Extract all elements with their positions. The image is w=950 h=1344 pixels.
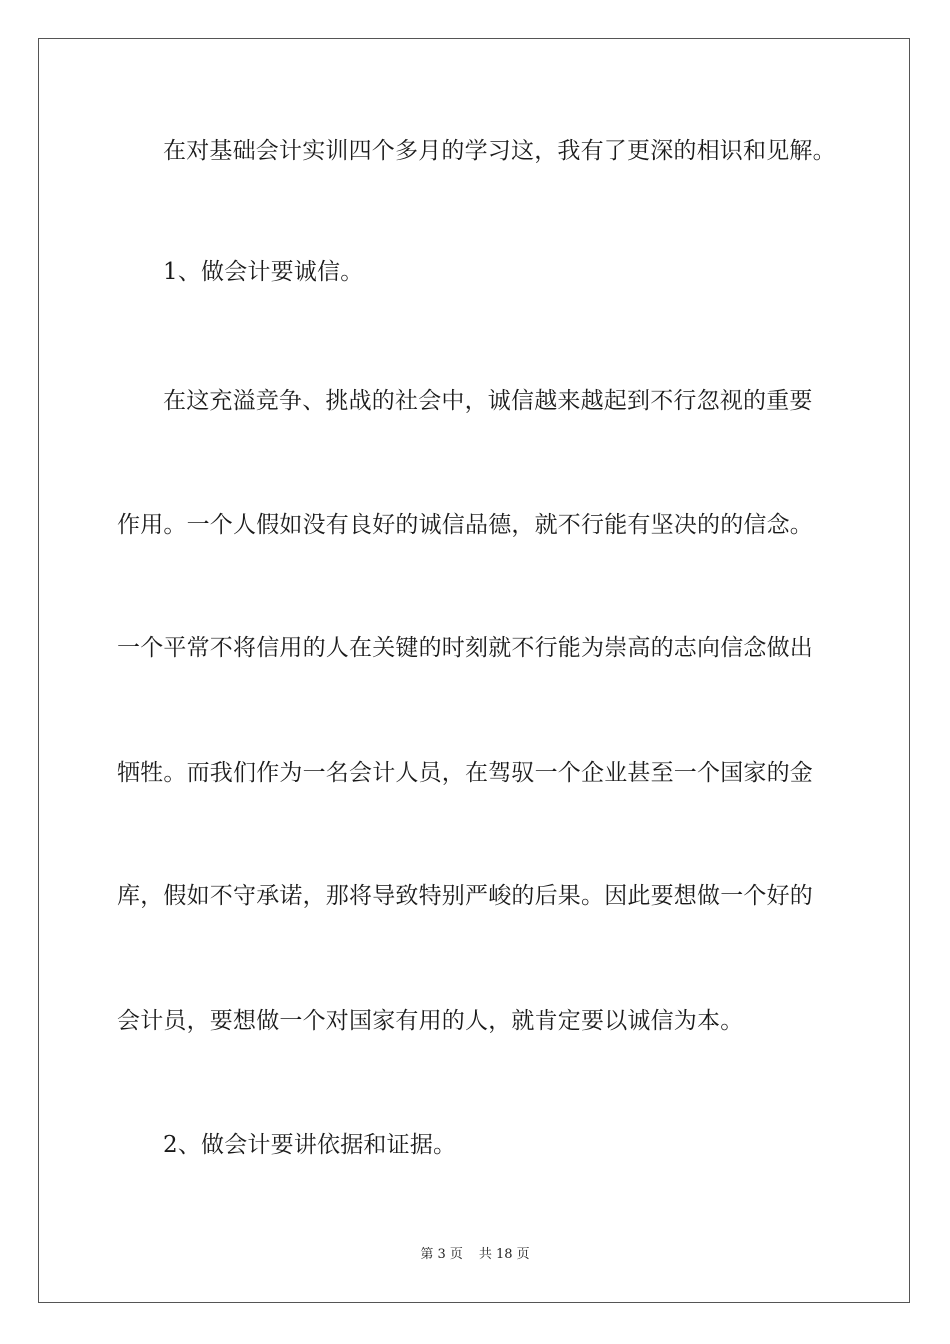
paragraph-line: 在这充溢竞争、挑战的社会中，诚信越来越起到不行忽视的重要: [163, 388, 813, 414]
paragraph-line: 库，假如不守承诺，那将导致特别严峻的后果。因此要想做一个好的: [117, 883, 813, 909]
section-heading-1: 1、做会计要诚信。: [163, 259, 364, 285]
page-border: [38, 38, 910, 1303]
paragraph-line: 作用。一个人假如没有良好的诚信品德，就不行能有坚决的的信念。: [117, 512, 813, 538]
page-number: 第 3 页: [420, 1247, 463, 1262]
page-footer: [0, 1246, 950, 1264]
paragraph-line: 牺牲。而我们作为一名会计人员，在驾驭一个企业甚至一个国家的金: [117, 760, 813, 786]
paragraph-line: 一个平常不将信用的人在关键的时刻就不行能为崇高的志向信念做出: [117, 635, 813, 661]
paragraph-intro: 在对基础会计实训四个多月的学习这，我有了更深的相识和见解。: [163, 138, 836, 164]
section-heading-2: 2、做会计要讲依据和证据。: [163, 1132, 457, 1158]
page-total: 共 18 页: [478, 1247, 530, 1262]
paragraph-line: 会计员，要想做一个对国家有用的人，就肯定要以诚信为本。: [117, 1008, 744, 1034]
